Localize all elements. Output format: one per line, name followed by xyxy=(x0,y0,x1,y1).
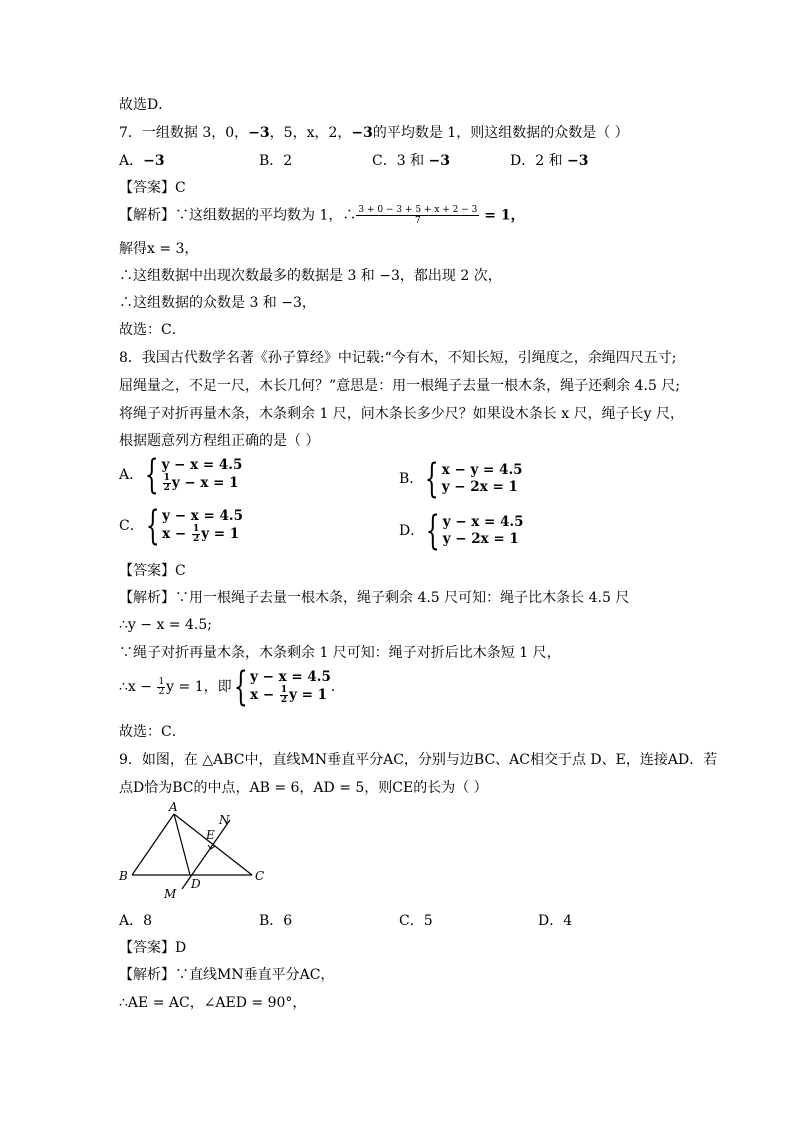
q7-mean-fraction xyxy=(356,205,479,226)
q8-exp4-eq2: x − $\frac{1}{2}$ y = 1 xyxy=(250,685,328,705)
q8-explanation-3: ∵绳子对折再量木条，木条剩余 1 尺可知：绳子对折后比木条短 1 尺， xyxy=(119,645,561,661)
q8-a-eq2: $\frac{1}{2}$ y − x = 1 xyxy=(163,473,239,493)
q7-option-c-label: C．3 和 xyxy=(372,153,429,169)
q7-option-d-label: D．2 和 xyxy=(510,153,568,169)
left-brace-icon: { xyxy=(233,664,248,710)
q7-option-b: B．2 xyxy=(259,153,293,169)
q7-stem-part1: 7．一组数据 3，0， xyxy=(119,125,249,141)
q7-explanation-5: 故选：C． xyxy=(119,322,186,338)
q7-option-d-value: −3 xyxy=(567,153,589,169)
q8-explanation-1: 【解析】∵用一根绳子去量一根木条，绳子剩余 4.5 尺可知：绳子比木条长 4.5 尺 xyxy=(119,590,630,606)
q8-stem-2: 屈绳量之，不足一尺，木长几何？”意思是：用一根绳子去量一根木条，绳子还剩余 4.5 尺; xyxy=(119,378,681,394)
label-a: A xyxy=(169,800,178,814)
left-brace-icon: { xyxy=(425,456,440,502)
label-m: M xyxy=(164,887,177,901)
q8-b-eq2: y − 2x = 1 xyxy=(441,479,518,495)
q8-option-b-system xyxy=(423,456,523,502)
q7-explanation-4: ∴这组数据的众数是 3 和 −3， xyxy=(119,295,316,311)
q8-stem-1: 8．我国古代数学名著《孙子算经》中记载:“今有木，不知长短，引绳度之，余绳四尺五寸; xyxy=(119,350,677,366)
q8-exp4-system xyxy=(232,664,331,710)
q7-explanation-2: 解得x = 3， xyxy=(119,241,199,257)
q8-d-eq1: y − x = 4.5 xyxy=(442,514,524,530)
q8-option-a-system xyxy=(143,452,243,498)
side-ab xyxy=(132,814,174,875)
q9-stem-2: 点D恰为BC的中点，AB = 6，AD = 5，则CE的长为（ ） xyxy=(119,780,488,796)
q7-stem-part5: 的平均数是 1，则这组数据的众数是（ ） xyxy=(372,125,629,141)
segment-ad xyxy=(174,814,190,875)
label-c: C xyxy=(255,869,265,883)
q7-exp1-text: 【解析】∵这组数据的平均数为 1，∴ xyxy=(119,207,357,224)
q9-option-d: D．4 xyxy=(538,913,573,929)
q7-option-a-value: −3 xyxy=(143,153,165,169)
q7-option-c xyxy=(372,152,450,170)
q9-answer: 【答案】D xyxy=(119,940,187,956)
q8-option-c xyxy=(119,503,243,549)
left-brace-icon: { xyxy=(144,452,159,498)
q8-exp4-eq1: y − x = 4.5 xyxy=(250,669,331,685)
q8-explanation-2: ∴y − x = 4.5; xyxy=(119,617,212,633)
q8-c-eq2: x − $\frac{1}{2}$ y = 1 xyxy=(162,524,240,544)
q8-option-b-label: B． xyxy=(399,471,424,487)
q8-option-d-system xyxy=(424,508,524,554)
q8-option-a-label: A． xyxy=(119,467,144,483)
q8-answer: 【答案】C xyxy=(119,563,186,579)
prev-conclusion: 故选D． xyxy=(119,97,173,113)
q7-option-a-label: A． xyxy=(119,153,144,169)
q8-option-a xyxy=(119,452,243,498)
q7-explanation-1 xyxy=(119,205,525,226)
q9-option-c: C．5 xyxy=(399,913,433,929)
q8-b-eq1: x − y = 4.5 xyxy=(441,462,523,478)
q8-option-c-label: C． xyxy=(119,518,144,534)
q9-explanation-2: ∴AE = AC，∠AED = 90°， xyxy=(119,995,307,1011)
q8-exp4-end: ． xyxy=(330,679,345,695)
half-fraction: $\frac{1}{2}$ xyxy=(158,676,165,697)
label-n: N xyxy=(219,813,230,827)
half-fraction: $\frac{1}{2}$ xyxy=(163,473,170,493)
q8-explanation-4 xyxy=(119,664,345,710)
q7-stem-part2: −3 xyxy=(248,125,270,141)
q8-exp4-text-2: y = 1，即 xyxy=(166,679,232,695)
q7-mean-numerator: 3 + 0 − 3 + 5 + x + 2 − 3 xyxy=(358,205,478,215)
q9-stem-1: 9．如图，在 △ABC中，直线MN垂直平分AC，分别与边BC、AC相交于点 D、E，连接AD．若 xyxy=(119,752,718,768)
q7-stem-part4: −3 xyxy=(351,125,373,141)
q8-stem-3: 将绳子对折再量木条，木条剩余 1 尺，问木条长多少尺？如果设木条长 x 尺，绳子长y 尺， xyxy=(119,406,684,422)
q7-option-a xyxy=(119,152,165,170)
q7-answer: 【答案】C xyxy=(119,180,186,196)
q8-option-b xyxy=(399,456,523,502)
q7-explanation-3: ∴这组数据中出现次数最多的数据是 3 和 −3，都出现 2 次， xyxy=(119,268,502,284)
q7-option-c-value: −3 xyxy=(428,153,451,169)
left-brace-icon: { xyxy=(145,503,160,549)
half-fraction: $\frac{1}{2}$ xyxy=(192,524,200,544)
q8-exp4-text: ∴x − xyxy=(119,679,157,695)
label-d: D xyxy=(191,877,201,891)
q8-stem-4: 根据题意列方程组正确的是（ ） xyxy=(119,433,320,449)
q7-exp1-equals: = 1， xyxy=(479,207,525,224)
q8-option-d xyxy=(399,508,524,554)
half-fraction: $\frac{1}{2}$ xyxy=(280,685,288,705)
q8-c-eq1: y − x = 4.5 xyxy=(162,508,243,524)
triangle-diagram xyxy=(112,800,272,904)
q8-option-d-label: D． xyxy=(399,523,425,539)
q8-option-c-system xyxy=(144,503,243,549)
q9-explanation-1: 【解析】∵直线MN垂直平分AC， xyxy=(119,967,335,983)
q7-stem-part3: ，5，x，2， xyxy=(269,125,352,141)
label-e: E xyxy=(206,828,215,842)
q9-option-a: A．8 xyxy=(119,913,153,929)
label-b: B xyxy=(119,869,128,883)
q7-mean-denominator: 7 xyxy=(415,216,421,226)
q8-a-eq1: y − x = 4.5 xyxy=(161,457,243,473)
q7-option-d xyxy=(510,152,589,170)
q8-d-eq2: y − 2x = 1 xyxy=(442,531,519,547)
left-brace-icon: { xyxy=(425,508,440,554)
q9-option-b: B．6 xyxy=(259,913,293,929)
q7-stem xyxy=(119,124,629,142)
q8-explanation-5: 故选：C． xyxy=(119,724,186,740)
